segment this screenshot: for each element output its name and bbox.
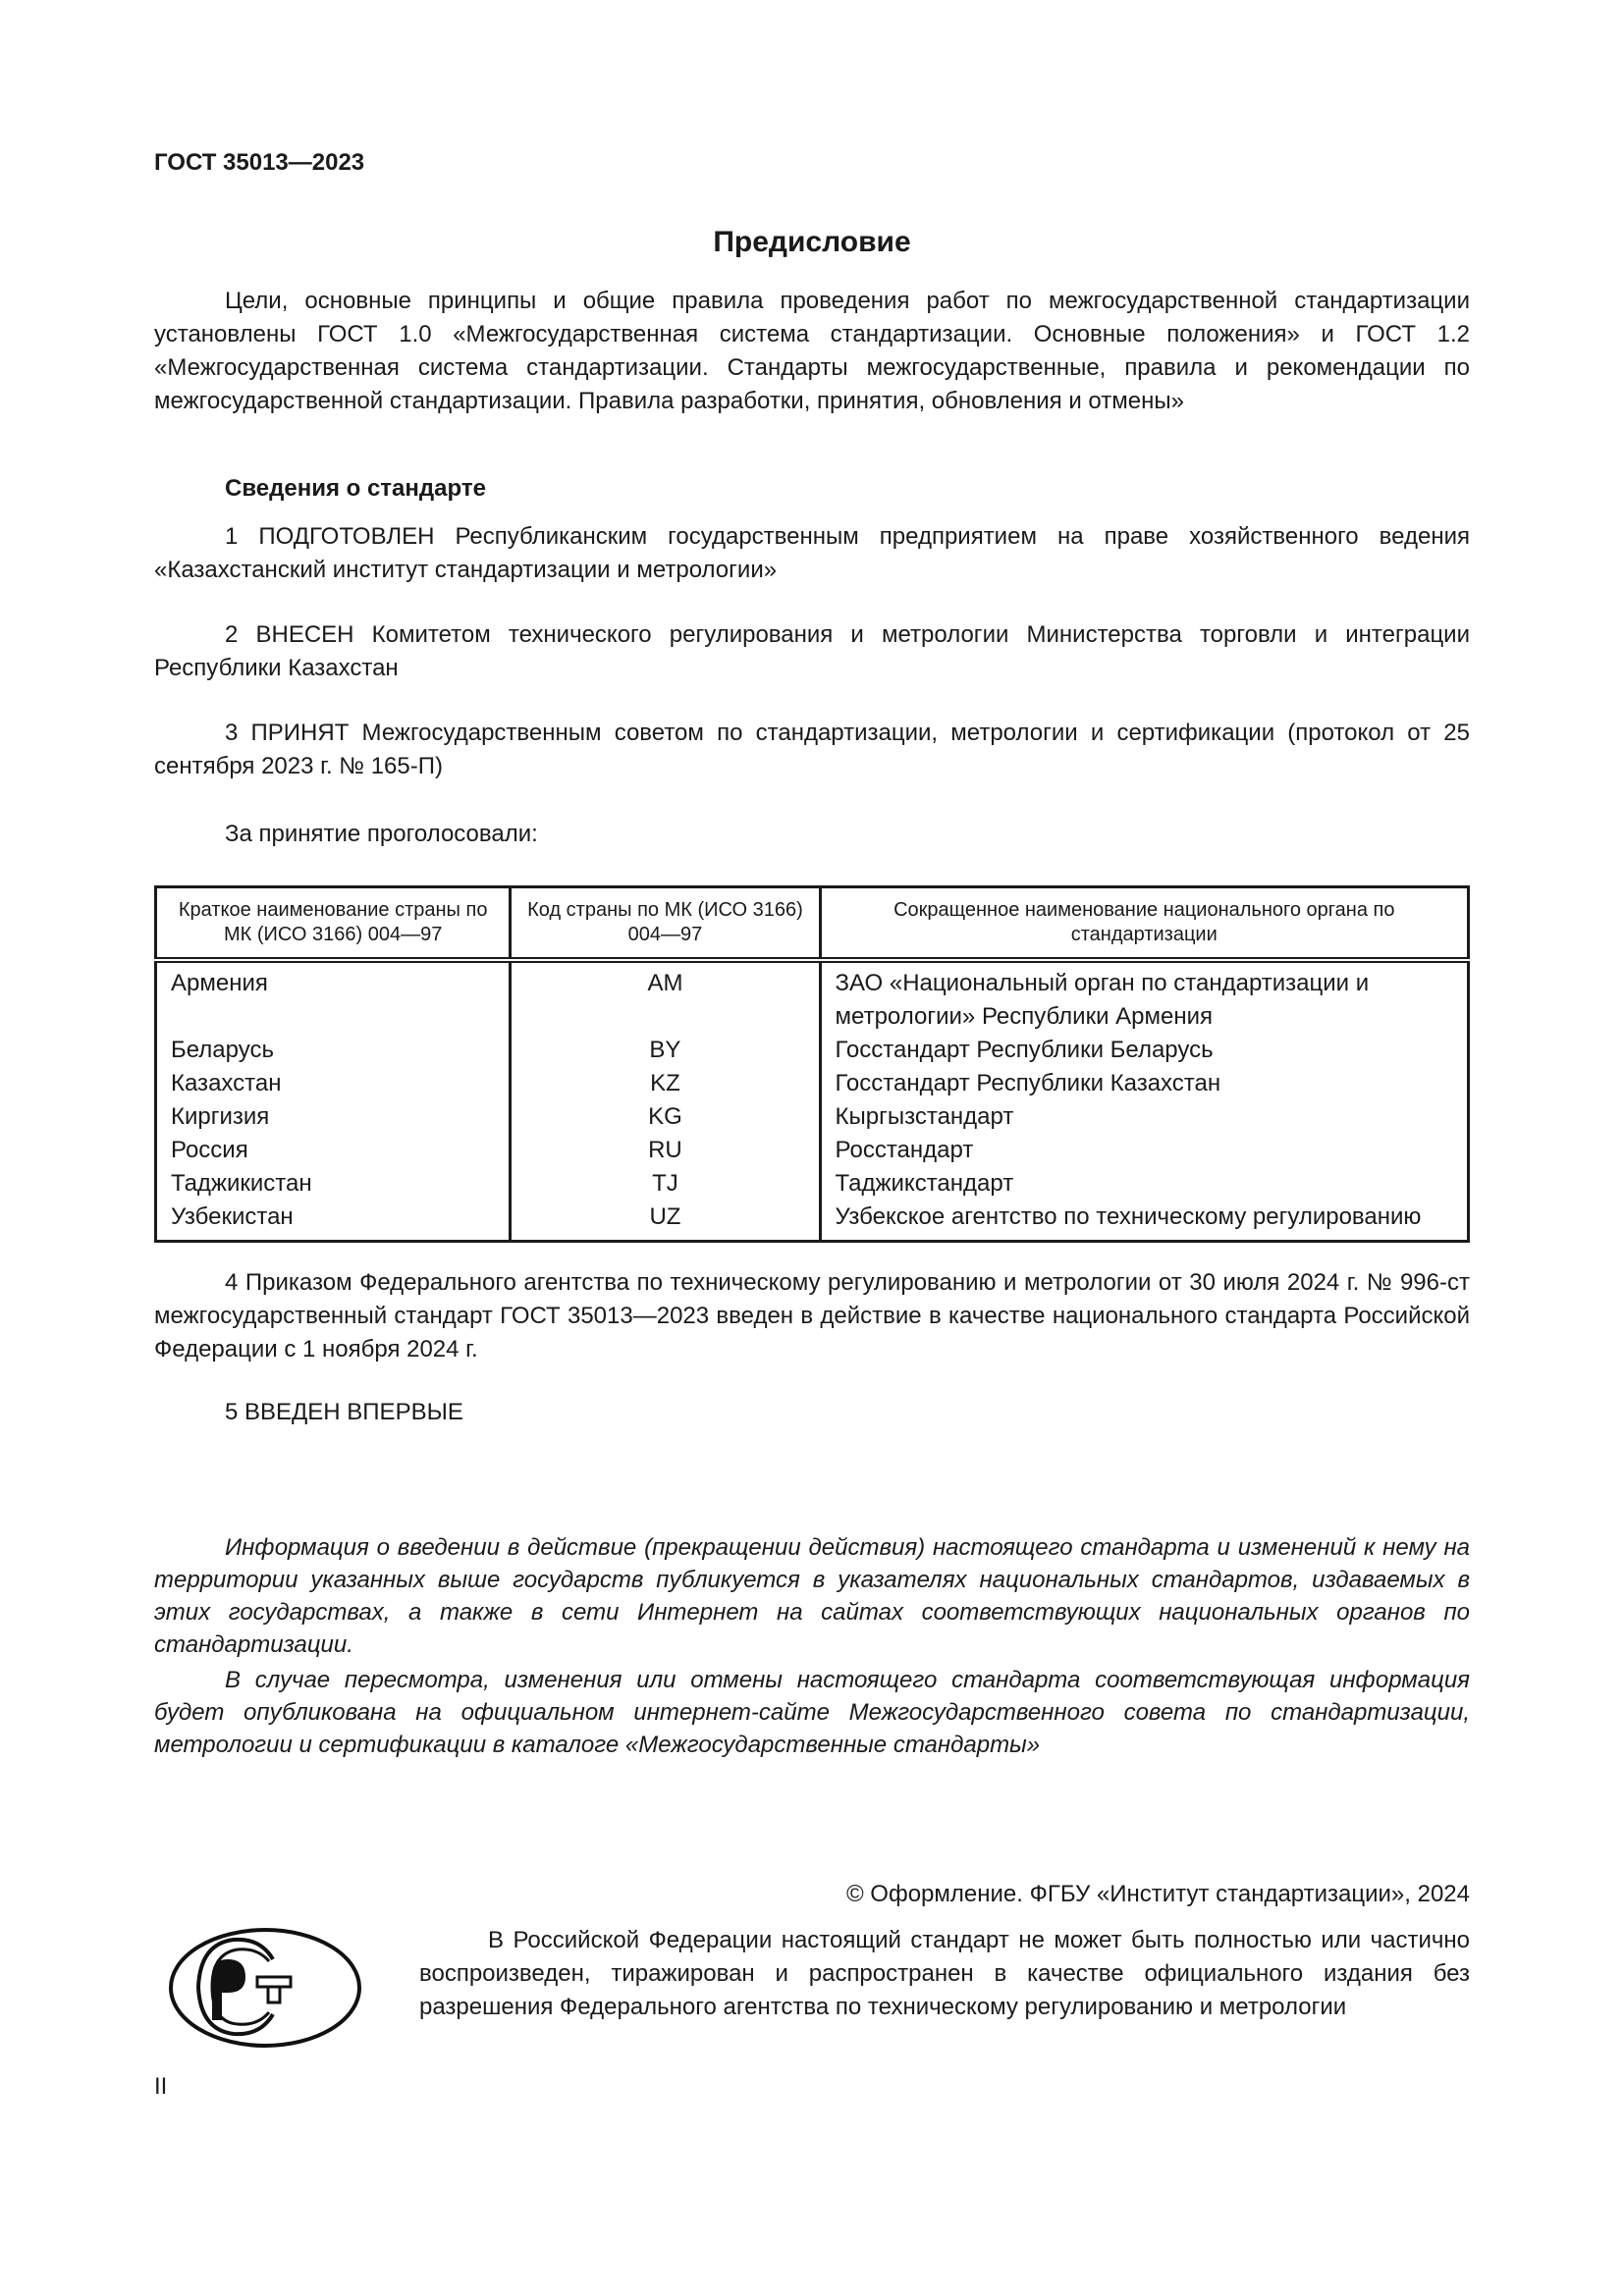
page-title: Предисловие [713,226,911,258]
cell-body: Кыргызстандарт [820,1100,1468,1134]
section-heading: Сведения о стандарте [225,475,486,502]
item-3: 3 ПРИНЯТ Межгосударственным советом по стандартизации, метрологии и сертификации (протокол от 25 сентября 2023 г. № 165-П) [154,720,1470,779]
cell-code: AM [511,960,820,1034]
cell-code: KG [511,1100,820,1134]
table-row [156,1201,1469,1242]
notice-paragraph-1: Информация о введении в действие (прекращении действия) настоящего стандарта и изменений к нему на территории указанных выше государств публикуется в указателях национальных стандартов, издаваемых в этих государствах, а также в сети Интернет на сайтах соответствующих национальных органов по стандартизации. [154,1534,1470,1658]
cell-country: Таджикистан [171,1170,312,1197]
item-2: 2 ВНЕСЕН Комитетом технического регулирования и метрологии Министерства торговли и интеграции Республики Казахстан [154,621,1470,681]
item-1: 1 ПОДГОТОВЛЕН Республиканским государственным предприятием на праве хозяйственного ведения «Казахстанский институт стандартизации и метрологии» [154,523,1470,583]
cell-body: ЗАО «Национальный орган по стандартизации и метрологии» Республики Армения [820,960,1468,1034]
cell-country: Россия [171,1137,248,1163]
cell-body: Росстандарт [820,1134,1468,1167]
document-id: ГОСТ 35013—2023 [154,149,365,176]
voting-table [154,885,1470,1243]
table-row [156,1034,1469,1067]
cell-country: Узбекистан [171,1203,294,1230]
table-row [156,1134,1469,1167]
header-body: Сокращенное наименование национального органа по стандартизации [820,887,1468,961]
item-5: 5 ВВЕДЕН ВПЕРВЫЕ [225,1399,463,1425]
cell-country: Беларусь [171,1037,274,1063]
table-header-row [156,887,1469,961]
cell-code: UZ [511,1201,820,1242]
cell-body: Узбекское агентство по техническому регулированию [820,1201,1468,1242]
table-row [156,1100,1469,1134]
rights-notice: В Российской Федерации настоящий стандарт не может быть полностью или частично воспроизведен, тиражирован и распространен в качестве официального издания без разрешения Федерального агентства по техническому регулированию и метрологии [419,1927,1470,2020]
table-row [156,1167,1469,1201]
header-code: Код страны по МК (ИСО 3166) 004—97 [511,887,820,961]
table-row [156,960,1469,1034]
cell-country: Казахстан [171,1070,282,1096]
header-country: Краткое наименование страны по МК (ИСО 3166) 004—97 [178,899,488,945]
cell-country: Армения [171,970,268,996]
notice-paragraph-2: В случае пересмотра, изменения или отмены настоящего стандарта соответствующая информация будет опубликована на официальном интернет-сайте Межгосударственного совета по стандартизации, метрологии и сертификации в каталоге «Межгосударственные стандарты» [154,1667,1470,1758]
cell-body: Госстандарт Республики Казахстан [820,1067,1468,1100]
item-4: 4 Приказом Федерального агентства по техническому регулированию и метрологии от 30 июля 2024 г. № 996-ст межгосударственный стандарт ГОСТ 35013—2023 введен в действие в качестве национального стандарта Российской Федерации с 1 ноября 2024 г. [154,1269,1470,1362]
voted-label: За принятие проголосовали: [225,821,538,847]
cell-code: BY [511,1034,820,1067]
cell-body: Таджикстандарт [820,1167,1468,1201]
cell-country: Киргизия [171,1103,270,1130]
intro-paragraph: Цели, основные принципы и общие правила проведения работ по межгосударственной стандартизации установлены ГОСТ 1.0 «Межгосударственная система стандартизации. Основные положения» и ГОСТ 1.2 «Межгосударственная система стандартизации. Стандарты межгосударственные, правила и рекомендации по межгосударственной стандартизации. Правила разработки, принятия, обновления и отмены» [154,288,1470,414]
rst-logo-icon [167,1926,363,2050]
cell-code: RU [511,1134,820,1167]
table-row [156,1067,1469,1100]
cell-code: TJ [511,1167,820,1201]
cell-code: KZ [511,1067,820,1100]
page-number: II [154,2073,168,2100]
cell-body: Госстандарт Республики Беларусь [820,1034,1468,1067]
copyright-notice: © Оформление. ФГБУ «Институт стандартизации», 2024 [845,1881,1470,1907]
